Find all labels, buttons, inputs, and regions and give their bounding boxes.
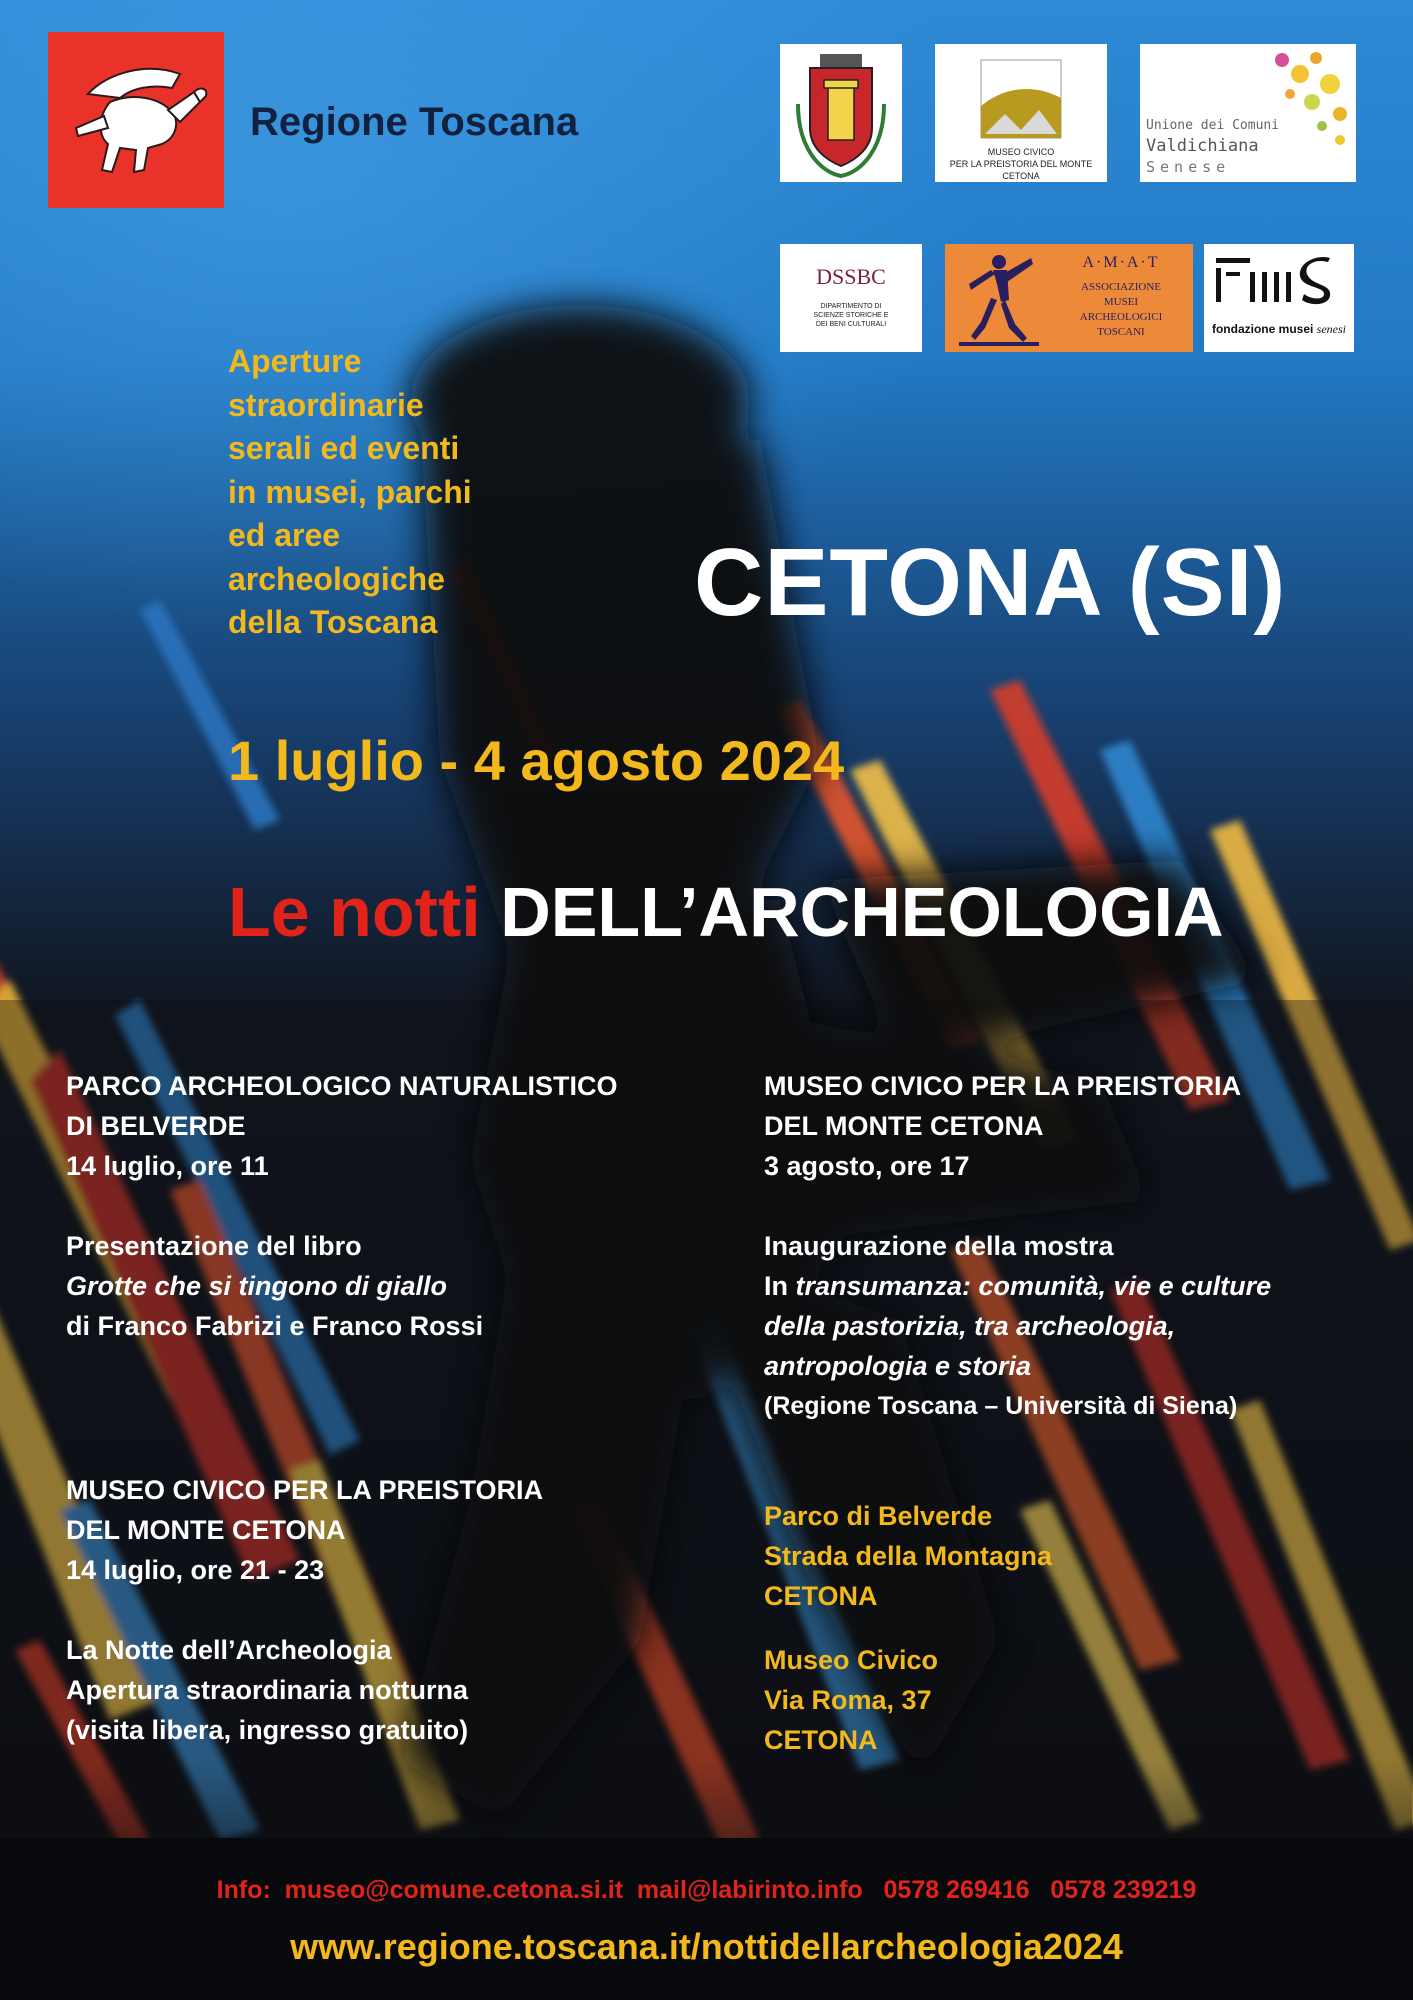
event-dates: 1 luglio - 4 agosto 2024: [228, 729, 845, 792]
amat-line1: ASSOCIAZIONE: [1080, 281, 1162, 293]
venue-name: DEL MONTE CETONA: [764, 1111, 1044, 1141]
address-museo: [764, 1640, 1404, 1760]
event-description: (visita libera, ingresso gratuito): [66, 1715, 469, 1745]
dssbc-line3: DEI BENI CULTURALI: [815, 321, 887, 328]
dssbc-acronym: DSSBC: [816, 264, 886, 289]
program-left-event-1: [66, 1066, 706, 1346]
venue-name: PARCO ARCHEOLOGICO NATURALISTICO: [66, 1071, 618, 1101]
museo-civico-line2: PER LA PREISTORIA DEL MONTE CETONA: [949, 159, 1093, 181]
venue-name: MUSEO CIVICO PER LA PREISTORIA: [66, 1475, 544, 1505]
event-time: 14 luglio, ore 21 - 23: [66, 1555, 325, 1585]
amat-line2: MUSEI: [1103, 296, 1139, 308]
contact-info: Info: museo@comune.cetona.si.it mail@labirinto.info 0578 269416 0578 239219: [216, 1876, 1197, 1904]
dssbc-logo: [780, 244, 922, 352]
tagline-line: Aperture: [228, 343, 362, 379]
amat-line4: TOSCANI: [1097, 326, 1145, 338]
unione-comuni-logo: [1140, 44, 1356, 182]
exhibition-title-line: [764, 1266, 1404, 1306]
website-link[interactable]: www.regione.toscana.it/nottidellarcheologia2024: [290, 1926, 1123, 1967]
address-line: Museo Civico: [764, 1645, 939, 1675]
dssbc-line1: DIPARTIMENTO DI: [820, 303, 882, 310]
fms-name: [1204, 322, 1354, 337]
address-line: CETONA: [764, 1581, 878, 1611]
fms-mark-icon: [1204, 244, 1354, 314]
program-right-event: [764, 1066, 1404, 1426]
museo-civico-logo: [935, 44, 1107, 182]
tagline-line: serali ed eventi: [228, 430, 460, 466]
event-title-red: Le notti: [228, 873, 481, 951]
amat-logo: [945, 244, 1193, 352]
event-time: 14 luglio, ore 11: [66, 1151, 269, 1181]
event-description: Apertura straordinaria notturna: [66, 1675, 469, 1705]
tagline-line: in musei, parchi: [228, 473, 472, 510]
fondazione-musei-senesi-logo: [1204, 244, 1354, 352]
tagline-line: straordinarie: [228, 386, 424, 423]
cetona-coat-of-arms-logo: [780, 44, 902, 182]
event-title: [228, 872, 1224, 952]
address-line: Parco di Belverde: [764, 1501, 993, 1531]
dssbc-line2: SCIENZE STORICHE E: [813, 312, 889, 319]
fms-name-italic: senesi: [1316, 322, 1346, 336]
exhibition-title: antropologia e storia: [764, 1351, 1032, 1381]
exhibition-title: della pastorizia, tra archeologia,: [764, 1311, 1176, 1341]
tagline-line: ed aree: [228, 517, 341, 553]
address-line: Strada della Montagna: [764, 1541, 1053, 1571]
amat-line3: ARCHEOLOGICI: [1079, 311, 1163, 323]
tagline-line: archeologiche: [228, 560, 445, 597]
museo-civico-line1: MUSEO CIVICO: [987, 147, 1055, 157]
exhibition-organizers: (Regione Toscana – Università di Siena): [764, 1392, 1238, 1420]
event-title-white: DELL’ARCHEOLOGIA: [500, 873, 1224, 951]
venue-name: DI BELVERDE: [66, 1111, 246, 1141]
region-name: Regione Toscana: [250, 100, 579, 144]
pegasus-icon: [48, 32, 224, 208]
exhibition-title: transumanza: comunità, vie e culture: [795, 1271, 1272, 1301]
tagline-line: della Toscana: [228, 604, 438, 640]
amat-acronym: A·M·A·T: [1082, 254, 1160, 271]
warrior-figure-icon: [945, 244, 1045, 352]
event-description: Presentazione del libro: [66, 1231, 362, 1261]
footer-band: [0, 1838, 1413, 2000]
unione-line1: Unione dei Comuni: [1146, 118, 1280, 133]
unione-line2: Valdichiana: [1146, 136, 1259, 156]
coat-of-arms-icon: [780, 44, 902, 182]
fms-name-text: fondazione musei: [1211, 322, 1314, 336]
book-authors: di Franco Fabrizi e Franco Rossi: [66, 1311, 484, 1341]
exhibition-prefix: In: [764, 1271, 796, 1301]
address-line: CETONA: [764, 1725, 878, 1755]
unione-line3: Senese: [1146, 158, 1231, 176]
venue-name: DEL MONTE CETONA: [66, 1515, 346, 1545]
regione-toscana-logo: [48, 32, 224, 208]
event-time: 3 agosto, ore 17: [764, 1151, 970, 1181]
city-title: CETONA (SI): [694, 529, 1287, 636]
tagline: [228, 340, 558, 645]
program-left-event-2: [66, 1470, 706, 1750]
venue-name: MUSEO CIVICO PER LA PREISTORIA: [764, 1071, 1242, 1101]
address-belverde: [764, 1496, 1404, 1616]
event-description: La Notte dell’Archeologia: [66, 1635, 392, 1665]
book-title: Grotte che si tingono di giallo: [66, 1271, 448, 1301]
address-line: Via Roma, 37: [764, 1685, 932, 1715]
event-description: Inaugurazione della mostra: [764, 1231, 1114, 1261]
